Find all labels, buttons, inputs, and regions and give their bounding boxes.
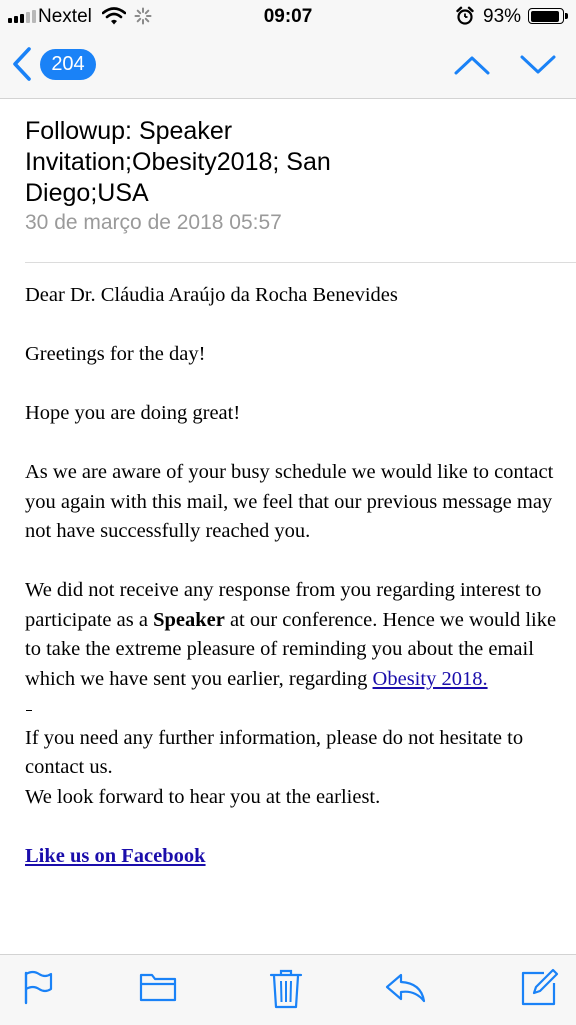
speaker-bold-text: Speaker	[153, 608, 225, 631]
reply-icon[interactable]	[384, 967, 428, 1007]
paragraph-text: We look forward to hear you at the earliest.	[25, 785, 381, 808]
greeting-line: Dear Dr. Cláudia Araújo da Rocha Benevides	[25, 284, 398, 306]
facebook-link[interactable]: Like us on Facebook	[25, 844, 206, 867]
unread-count-badge[interactable]: 204	[40, 49, 96, 80]
status-time: 09:07	[263, 6, 313, 27]
paragraph: Greetings for the day!	[25, 343, 206, 365]
paragraph	[25, 576, 565, 694]
battery-percent: 93%	[483, 6, 522, 27]
folder-icon[interactable]	[138, 967, 178, 1007]
flag-icon[interactable]	[20, 967, 56, 1007]
paragraph-text: at our conference. Hence we would like to take the extreme pleasure of reminding you about the email which we have sent you earlier, regarding	[25, 608, 557, 690]
email-body	[25, 281, 565, 901]
carrier-name: Nextel	[38, 6, 92, 27]
paragraph-text: We did not receive any response from you regarding interest to participate as a	[25, 579, 542, 631]
paragraph	[25, 724, 565, 813]
battery-icon	[528, 8, 564, 24]
top-bar	[0, 0, 576, 99]
header-divider	[25, 262, 576, 263]
chevron-down-icon[interactable]	[518, 50, 558, 80]
compose-icon[interactable]	[518, 967, 560, 1009]
status-bar	[0, 0, 576, 34]
chevron-up-icon[interactable]	[452, 50, 492, 80]
obesity-2018-link[interactable]: Obesity 2018.	[372, 667, 488, 690]
chevron-left-icon[interactable]	[10, 46, 34, 82]
paragraph: Hope you are doing great!	[25, 402, 241, 424]
email-date: 30 de março de 2018 05:57	[25, 211, 282, 234]
paragraph-text: If you need any further information, please do not hesitate to contact us.	[25, 726, 524, 778]
paragraph: As we are aware of your busy schedule we would like to contact you again with this mail, we feel that our previous message may not have successfully reached you.	[25, 461, 554, 542]
alarm-icon	[456, 6, 474, 26]
email-subject: Followup: Speaker Invitation;Obesity2018; San Diego;USA	[25, 117, 331, 207]
trash-icon[interactable]	[266, 967, 306, 1011]
bottom-toolbar	[0, 954, 576, 1025]
battery-fill	[531, 11, 560, 22]
separator-dash	[25, 706, 565, 718]
paragraph	[25, 842, 565, 872]
